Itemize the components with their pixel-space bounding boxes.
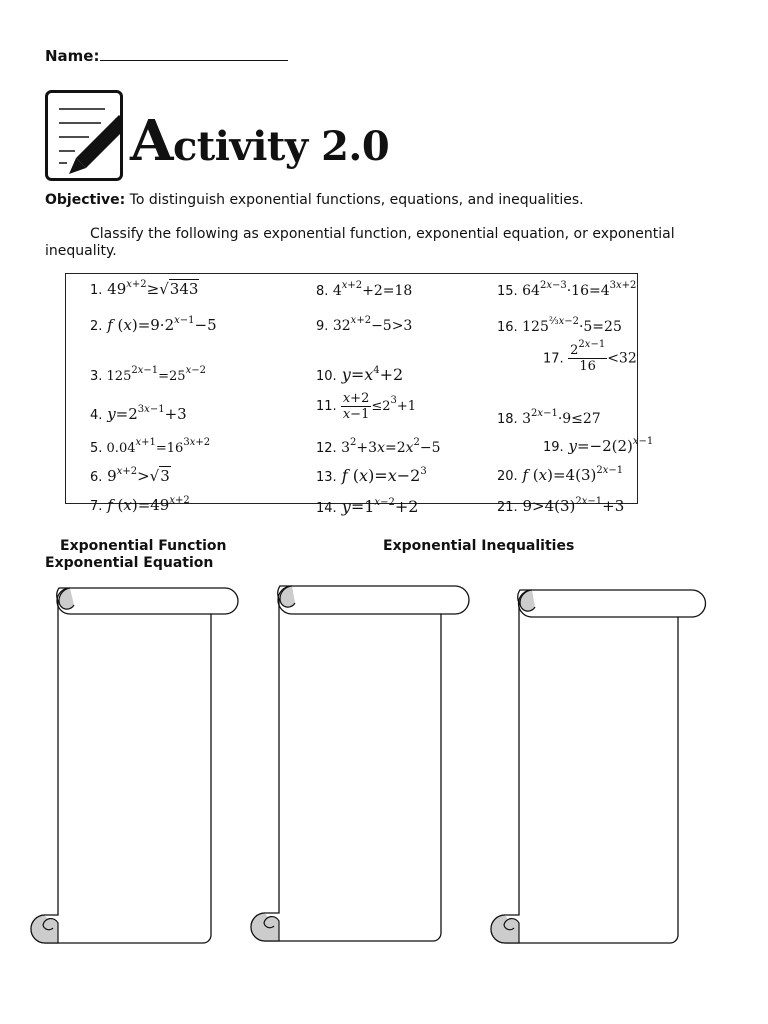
heading-exponential-function: Exponential Function xyxy=(60,538,227,554)
problem-18: 18. $3^{2x-1}\cdot 9\le 27$ xyxy=(497,408,601,427)
problem-8: 8. $4^{x+2}+2=18$ xyxy=(316,280,413,299)
instructions: Classify the following as exponential function, exponential equation, or exponential inequality. xyxy=(45,226,675,259)
problem-21: 21. $9>4(3)^{2x-1}+3$ xyxy=(497,496,625,515)
problem-12: 12. $3^2+3x=2x^2-5$ xyxy=(316,437,441,456)
problem-7: 7. f $(x)=49^{x+2}$ xyxy=(90,495,190,514)
problem-15: 15. $64^{2x-3}\cdot 16=4^{3x+2}$ xyxy=(497,280,637,299)
scroll-answer-box-3[interactable] xyxy=(490,587,708,947)
name-field[interactable] xyxy=(45,46,288,65)
problem-1: 1. $49^{x+2}\ge√343$ xyxy=(90,279,199,298)
problem-2: 2. f $(x)=9\cdot 2^{x-1}-5$ xyxy=(90,315,217,334)
problem-4: 4. $y=2^{3x-1}+3$ xyxy=(90,404,187,423)
heading-exponential-inequalities: Exponential Inequalities xyxy=(383,538,575,554)
heading-exponential-equation: Exponential Equation xyxy=(45,555,214,571)
scroll-answer-box-2[interactable] xyxy=(250,583,472,945)
scroll-answer-box-1[interactable] xyxy=(30,585,240,947)
problem-17: 17. $\frac{2^{2x-1}}{16}$ <32 xyxy=(543,339,637,374)
objective-text: To distinguish exponential functions, equations, and inequalities. xyxy=(125,192,584,208)
problem-13: 13. f $(x)=x-2^3$ xyxy=(316,466,427,485)
problem-16: 16. $125^{\frac{2}{3}x-2}\cdot 5=25$ xyxy=(497,316,622,335)
problem-11: 11. $\frac{x+2}{x-1}$ $\le 2^3+1$ xyxy=(316,391,417,422)
problem-10: 10. $y=x^4+2$ xyxy=(316,365,404,384)
problem-5: 5. $0.04^{x+1}=16^{3x+2}$ xyxy=(90,437,211,456)
pencil-notepad-icon xyxy=(45,90,123,181)
name-label: Name: xyxy=(45,47,100,65)
objective-label: Objective: xyxy=(45,192,126,208)
activity-title: Activity 2.0 xyxy=(130,108,390,174)
problem-6: 6. $9^{x+2}>√3$ xyxy=(90,466,170,485)
problem-3: 3. $125^{2x-1}=25^{x-2}$ xyxy=(90,365,206,384)
problem-9: 9. $32^{x+2}-5>3$ xyxy=(316,315,413,334)
problem-20: 20. f $(x)=4(3)^{2x-1}$ xyxy=(497,465,624,484)
name-blank-line[interactable] xyxy=(100,46,288,61)
problem-19: 19. $y=-2(2)^{x-1}$ xyxy=(543,436,654,455)
problem-14: 14. $y=1^{x-2}+2$ xyxy=(316,497,419,516)
objective xyxy=(45,192,584,208)
